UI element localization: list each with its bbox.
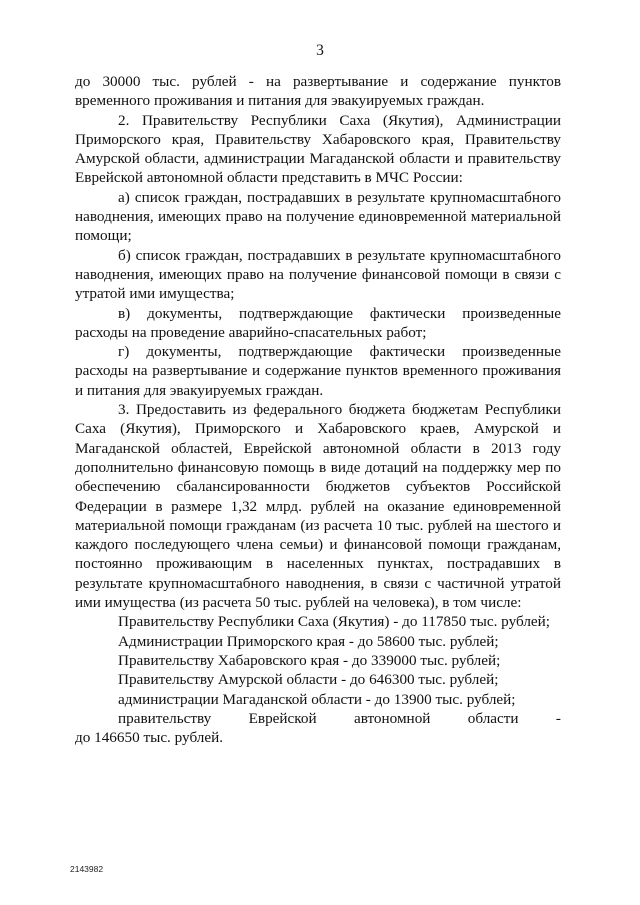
paragraph-item-2: 2. Правительству Республики Саха (Якутия), Администрации Приморского края, Правительству Хабаровского края, Правительству Амурской области, администрации Магаданской области и правительству Еврейской автономной области представить в МЧС России: xyxy=(75,111,561,187)
allocation-item: Правительству Амурской области - до 646300 тыс. рублей; xyxy=(118,671,499,689)
paragraph-subitem-v: в) документы, подтверждающие фактически произведенные расходы на проведение аварийно-спасательных работ; xyxy=(75,304,561,341)
allocation-word: области xyxy=(467,709,519,727)
allocation-item: администрации Магаданской области - до 13900 тыс. рублей; xyxy=(118,690,516,708)
allocation-item: Правительству Хабаровского края - до 339000 тыс. рублей; xyxy=(118,651,501,669)
document-code: 2143982 xyxy=(70,864,104,874)
allocation-item: Администрации Приморского края - до 58600 тыс. рублей; xyxy=(118,632,499,650)
allocation-word: Еврейской xyxy=(248,709,317,727)
allocation-item: Правительству Республики Саха (Якутия) - до 117850 тыс. рублей; xyxy=(118,613,550,631)
paragraph-continuation: до 30000 тыс. рублей - на развертывание и содержание пунктов временного проживания и питания для эвакуируемых граждан. xyxy=(75,73,561,110)
document-body xyxy=(75,72,561,747)
paragraph-subitem-a: а) список граждан, пострадавших в результате крупномасштабного наводнения, имеющих право на получение единовременной материальной помощи; xyxy=(75,188,561,245)
page-number: 3 xyxy=(316,42,324,59)
allocation-word: автономной xyxy=(353,709,431,727)
paragraph-subitem-b: б) список граждан, пострадавших в результате крупномасштабного наводнения, имеющих право на получение финансовой помощи в связи с утратой ими имущества; xyxy=(75,246,561,303)
allocation-item-last xyxy=(75,709,561,728)
allocation-continuation: до 146650 тыс. рублей. xyxy=(75,729,224,747)
paragraph-subitem-g: г) документы, подтверждающие фактически произведенные расходы на развертывание и содержание пунктов временного проживания и питания для эвакуируемых граждан. xyxy=(75,343,561,399)
allocation-word: - xyxy=(555,709,561,727)
allocation-list xyxy=(75,612,561,747)
paragraph-item-3: 3. Предоставить из федерального бюджета бюджетам Республики Саха (Якутия), Приморского и Хабаровского краев, Амурской и Магаданской областей, Еврейской автономной области в 2013 году дополнительно финансовую помощь в виде дотаций на поддержку мер по обеспечению сбалансированности бюджетов субъектов Российской Федерации в размере 1,32 млрд. рублей на оказание единовременной материальной помощи гражданам (из расчета 10 тыс. рублей на шестого и каждого последующего члена семьи) и финансовой помощи гражданам, постоянно проживающим в населенных пунктах, пострадавших в результате крупномасштабного наводнения, в связи с частичной утратой ими имущества (из расчета 50 тыс. рублей на человека), в том числе: xyxy=(75,401,561,612)
allocation-word: правительству xyxy=(118,709,212,727)
